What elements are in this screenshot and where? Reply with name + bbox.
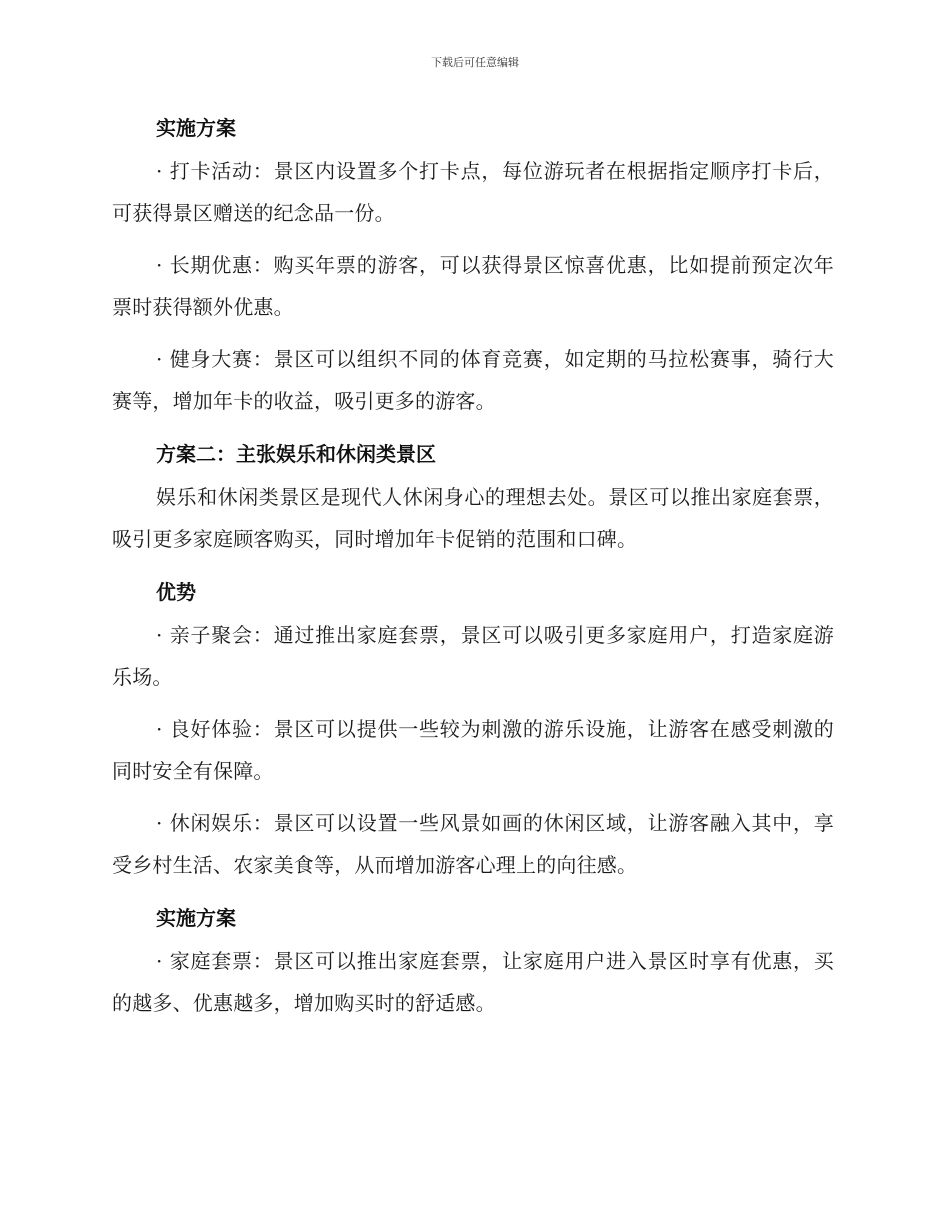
paragraph-long-term-discount: · 长期优惠：购买年票的游客，可以获得景区惊喜优惠，比如提前预定次年票时获得额外优惠。	[112, 253, 834, 319]
paragraph-checkin-activity: · 打卡活动：景区内设置多个打卡点，每位游玩者在根据指定顺序打卡后，可获得景区赠送的纪念品一份。	[112, 159, 834, 225]
document-body	[112, 106, 834, 1034]
paragraph-family-gathering: · 亲子聚会：通过推出家庭套票，景区可以吸引更多家庭用户，打造家庭游乐场。	[112, 623, 834, 689]
paragraph-fitness-contest: · 健身大赛：景区可以组织不同的体育竞赛，如定期的马拉松赛事，骑行大赛等，增加年卡的收益，吸引更多的游客。	[112, 347, 834, 413]
section-heading-implementation: 实施方案	[156, 116, 236, 140]
section-heading-plan-two: 方案二：主张娱乐和休闲类景区	[156, 442, 436, 466]
paragraph-family-package: · 家庭套票：景区可以推出家庭套票，让家庭用户进入景区时享有优惠，买的越多、优惠越多，增加购买时的舒适感。	[112, 949, 834, 1015]
section-heading-implementation-2: 实施方案	[156, 906, 236, 930]
paragraph-plan-two-intro: 娱乐和休闲类景区是现代人休闲身心的理想去处。景区可以推出家庭套票，吸引更多家庭顾客购买，同时增加年卡促销的范围和口碑。	[112, 485, 834, 551]
paragraph-good-experience: · 良好体验：景区可以提供一些较为刺激的游乐设施，让游客在感受刺激的同时安全有保障。	[112, 717, 834, 783]
paragraph-leisure-entertainment: · 休闲娱乐：景区可以设置一些风景如画的休闲区域，让游客融入其中，享受乡村生活、农家美食等，从而增加游客心理上的向往感。	[112, 811, 834, 877]
page-header: 下载后可任意编辑	[431, 56, 519, 69]
section-heading-advantages: 优势	[156, 580, 196, 604]
